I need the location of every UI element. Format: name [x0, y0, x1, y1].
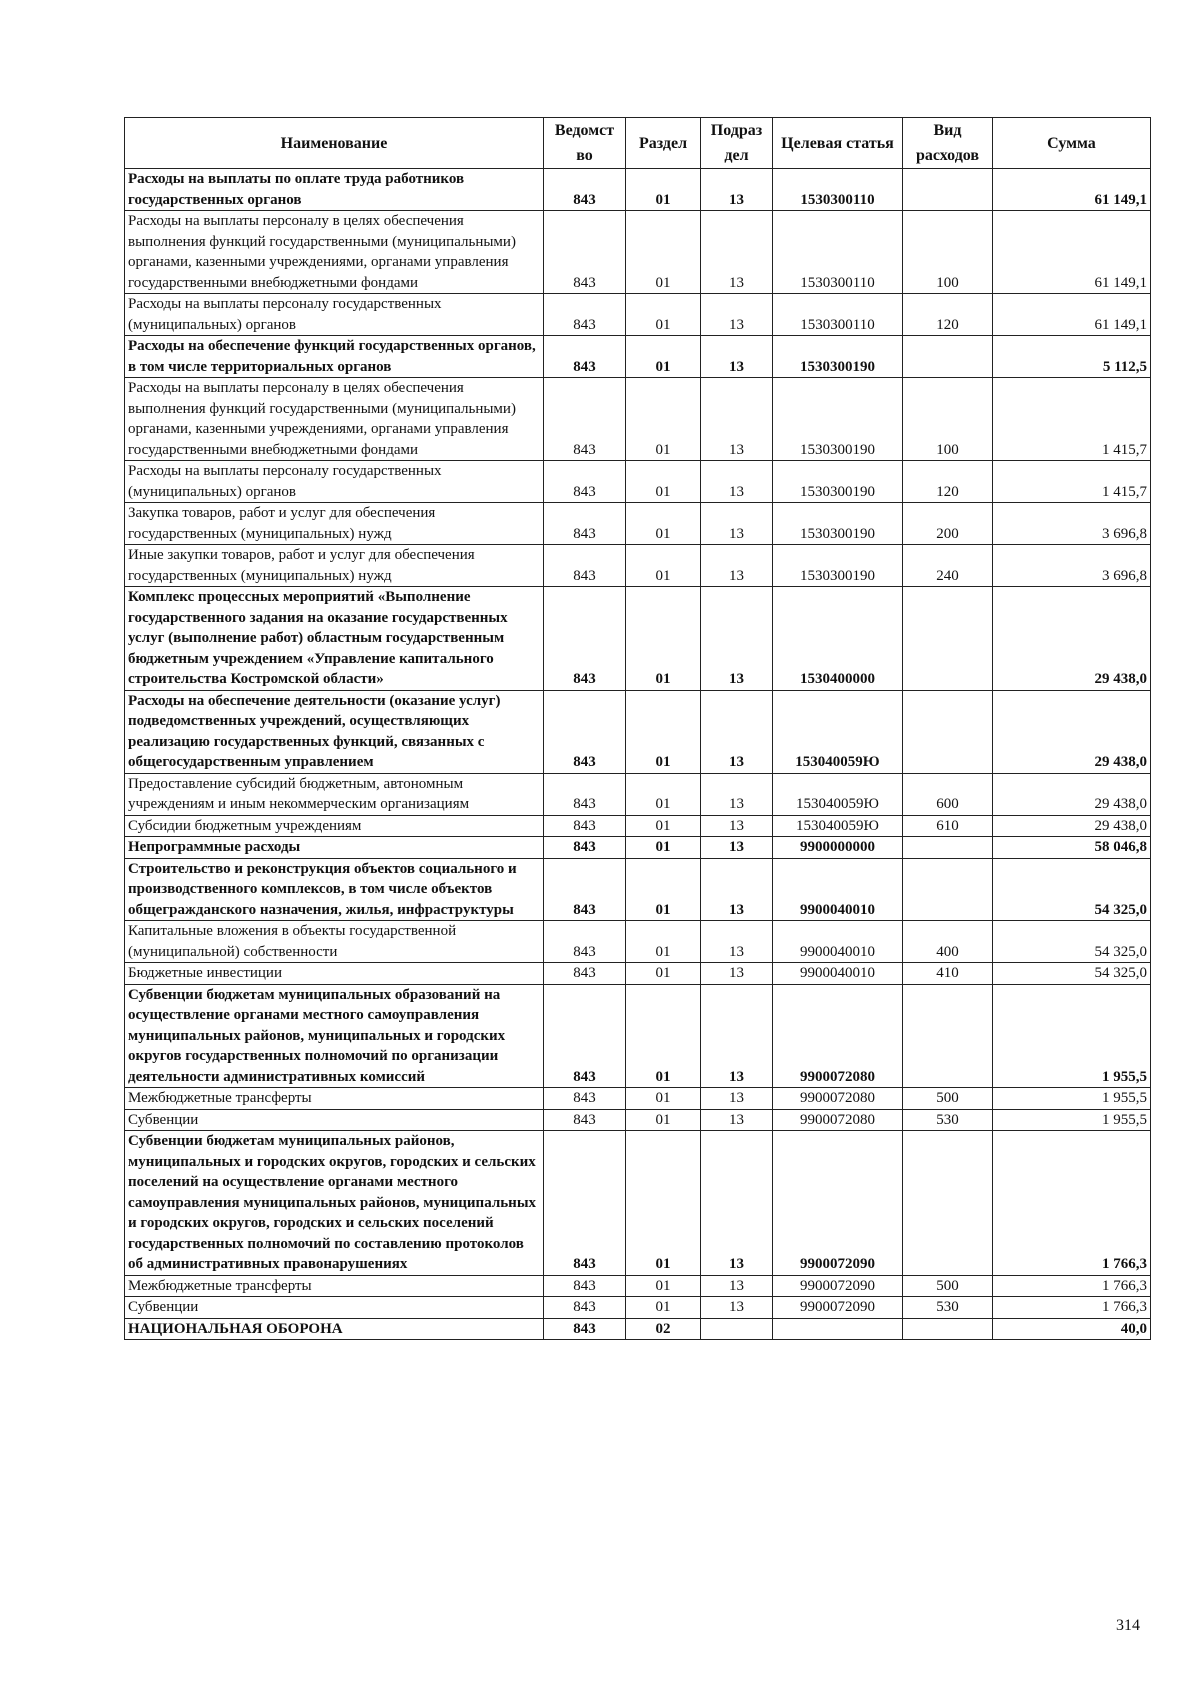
cell-expense-kind: 600: [903, 773, 993, 815]
cell-section: 01: [626, 1131, 701, 1276]
cell-subsection: 13: [701, 963, 773, 985]
cell-name: Расходы на выплаты персоналу государственных (муниципальных) органов: [125, 294, 544, 336]
cell-name: Иные закупки товаров, работ и услуг для обеспечения государственных (муниципальных) нужд: [125, 545, 544, 587]
cell-sum: 40,0: [993, 1318, 1151, 1340]
table-row: [125, 773, 1151, 815]
table-row: [125, 503, 1151, 545]
cell-subsection: 13: [701, 378, 773, 461]
cell-sum: 58 046,8: [993, 837, 1151, 859]
cell-department: 843: [544, 1318, 626, 1340]
cell-sum: 3 696,8: [993, 503, 1151, 545]
cell-section: 01: [626, 336, 701, 378]
table-row: [125, 294, 1151, 336]
cell-name: Расходы на выплаты персоналу в целях обеспечения выполнения функций государственными (муниципальными) органами, казенными учреждениями, органами управления государственными внебюджетными фондами: [125, 211, 544, 294]
cell-subsection: 13: [701, 984, 773, 1088]
cell-expense-kind: 610: [903, 815, 993, 837]
cell-target-article: 9900040010: [773, 858, 903, 921]
cell-target-article: 1530300110: [773, 169, 903, 211]
cell-expense-kind: 100: [903, 378, 993, 461]
cell-expense-kind: 400: [903, 921, 993, 963]
table-row: [125, 1088, 1151, 1110]
cell-subsection: 13: [701, 211, 773, 294]
cell-subsection: 13: [701, 503, 773, 545]
cell-department: 843: [544, 294, 626, 336]
cell-name: Комплекс процессных мероприятий «Выполнение государственного задания на оказание государственных услуг (выполнение работ) областным государственным бюджетным учреждением «Управление капитального строительства Костромской области»: [125, 587, 544, 691]
table-row: [125, 1297, 1151, 1319]
cell-expense-kind: 240: [903, 545, 993, 587]
table-row: [125, 963, 1151, 985]
header-sum: Сумма: [993, 118, 1151, 169]
table-row: [125, 984, 1151, 1088]
cell-section: 01: [626, 858, 701, 921]
cell-sum: 54 325,0: [993, 858, 1151, 921]
cell-expense-kind: 500: [903, 1088, 993, 1110]
table-row: [125, 1109, 1151, 1131]
cell-sum: 61 149,1: [993, 169, 1151, 211]
cell-subsection: 13: [701, 690, 773, 773]
cell-section: 01: [626, 1088, 701, 1110]
cell-name: Субсидии бюджетным учреждениям: [125, 815, 544, 837]
cell-subsection: 13: [701, 587, 773, 691]
cell-target-article: 1530300190: [773, 545, 903, 587]
cell-expense-kind: [903, 1318, 993, 1340]
cell-target-article: 1530400000: [773, 587, 903, 691]
cell-section: 01: [626, 378, 701, 461]
cell-department: 843: [544, 169, 626, 211]
cell-target-article: 9900072080: [773, 1109, 903, 1131]
cell-subsection: [701, 1318, 773, 1340]
cell-sum: 1 415,7: [993, 378, 1151, 461]
cell-target-article: 9900000000: [773, 837, 903, 859]
header-expense-kind: Вид расходов: [903, 118, 993, 169]
cell-sum: 61 149,1: [993, 294, 1151, 336]
cell-expense-kind: 120: [903, 461, 993, 503]
cell-section: 01: [626, 211, 701, 294]
header-target-article: Целевая статья: [773, 118, 903, 169]
budget-table: [124, 117, 1151, 1340]
cell-department: 843: [544, 1297, 626, 1319]
cell-subsection: 13: [701, 1297, 773, 1319]
cell-target-article: 9900072090: [773, 1131, 903, 1276]
cell-name: Субвенции бюджетам муниципальных районов, муниципальных и городских округов, городских и сельских поселений на осуществление органами местного самоуправления муниципальных районов, муниципальных и городских округов, городских и сельских поселений государственных полномочий по составлению протоколов об административных правонарушениях: [125, 1131, 544, 1276]
cell-section: 01: [626, 294, 701, 336]
cell-expense-kind: [903, 587, 993, 691]
cell-section: 01: [626, 984, 701, 1088]
cell-subsection: 13: [701, 1131, 773, 1276]
cell-sum: 1 955,5: [993, 1109, 1151, 1131]
cell-department: 843: [544, 503, 626, 545]
cell-sum: 1 766,3: [993, 1275, 1151, 1297]
cell-subsection: 13: [701, 921, 773, 963]
cell-department: 843: [544, 1131, 626, 1276]
cell-target-article: 9900040010: [773, 963, 903, 985]
cell-department: 843: [544, 1109, 626, 1131]
cell-name: Субвенции бюджетам муниципальных образований на осуществление органами местного самоуправления муниципальных районов, муниципальных и городских округов государственных полномочий по организации деятельности административных комиссий: [125, 984, 544, 1088]
cell-name: Расходы на выплаты персоналу в целях обеспечения выполнения функций государственными (муниципальными) органами, казенными учреждениями, органами управления государственными внебюджетными фондами: [125, 378, 544, 461]
cell-section: 01: [626, 690, 701, 773]
cell-section: 01: [626, 815, 701, 837]
cell-section: 01: [626, 1109, 701, 1131]
cell-sum: 29 438,0: [993, 773, 1151, 815]
cell-subsection: 13: [701, 169, 773, 211]
cell-section: 01: [626, 921, 701, 963]
cell-section: 01: [626, 169, 701, 211]
cell-sum: 61 149,1: [993, 211, 1151, 294]
cell-expense-kind: [903, 169, 993, 211]
cell-subsection: 13: [701, 1088, 773, 1110]
cell-name: Субвенции: [125, 1297, 544, 1319]
cell-section: 01: [626, 587, 701, 691]
cell-section: 01: [626, 1297, 701, 1319]
table-row: [125, 1131, 1151, 1276]
cell-section: 01: [626, 773, 701, 815]
cell-section: 01: [626, 837, 701, 859]
cell-department: 843: [544, 773, 626, 815]
cell-sum: 1 955,5: [993, 984, 1151, 1088]
table-row: [125, 858, 1151, 921]
header-section: Раздел: [626, 118, 701, 169]
header-department: Ведомст во: [544, 118, 626, 169]
cell-department: 843: [544, 545, 626, 587]
cell-subsection: 13: [701, 1275, 773, 1297]
cell-name: Межбюджетные трансферты: [125, 1275, 544, 1297]
cell-expense-kind: [903, 858, 993, 921]
table-row: [125, 461, 1151, 503]
cell-department: 843: [544, 921, 626, 963]
table-row: [125, 1275, 1151, 1297]
cell-section: 01: [626, 1275, 701, 1297]
cell-department: 843: [544, 1088, 626, 1110]
cell-target-article: 9900040010: [773, 921, 903, 963]
cell-subsection: 13: [701, 294, 773, 336]
cell-department: 843: [544, 963, 626, 985]
cell-section: 01: [626, 461, 701, 503]
cell-name: НАЦИОНАЛЬНАЯ ОБОРОНА: [125, 1318, 544, 1340]
cell-subsection: 13: [701, 858, 773, 921]
table-row: [125, 587, 1151, 691]
table-body: [125, 169, 1151, 1340]
cell-section: 01: [626, 545, 701, 587]
cell-name: Непрограммные расходы: [125, 837, 544, 859]
cell-sum: 1 415,7: [993, 461, 1151, 503]
cell-name: Строительство и реконструкция объектов социального и производственного комплексов, в том числе объектов общегражданского назначения, жилья, инфраструктуры: [125, 858, 544, 921]
cell-target-article: 9900072090: [773, 1275, 903, 1297]
table-row: [125, 336, 1151, 378]
cell-expense-kind: 410: [903, 963, 993, 985]
cell-target-article: 153040059Ю: [773, 815, 903, 837]
cell-target-article: 1530300110: [773, 211, 903, 294]
cell-name: Капитальные вложения в объекты государственной (муниципальной) собственности: [125, 921, 544, 963]
cell-subsection: 13: [701, 837, 773, 859]
cell-expense-kind: 500: [903, 1275, 993, 1297]
cell-subsection: 13: [701, 773, 773, 815]
cell-name: Предоставление субсидий бюджетным, автономным учреждениям и иным некоммерческим организациям: [125, 773, 544, 815]
cell-department: 843: [544, 858, 626, 921]
cell-name: Расходы на обеспечение функций государственных органов, в том числе территориальных органов: [125, 336, 544, 378]
cell-section: 01: [626, 963, 701, 985]
cell-name: Закупка товаров, работ и услуг для обеспечения государственных (муниципальных) нужд: [125, 503, 544, 545]
cell-department: 843: [544, 461, 626, 503]
cell-sum: 54 325,0: [993, 921, 1151, 963]
table-row: [125, 211, 1151, 294]
cell-name: Субвенции: [125, 1109, 544, 1131]
cell-sum: 54 325,0: [993, 963, 1151, 985]
cell-target-article: 9900072080: [773, 1088, 903, 1110]
cell-section: 01: [626, 503, 701, 545]
table-row: [125, 837, 1151, 859]
page-number: 314: [1116, 1617, 1140, 1634]
cell-expense-kind: [903, 1131, 993, 1276]
cell-department: 843: [544, 378, 626, 461]
cell-subsection: 13: [701, 545, 773, 587]
cell-expense-kind: 530: [903, 1109, 993, 1131]
table-row: [125, 1318, 1151, 1340]
cell-expense-kind: [903, 336, 993, 378]
cell-sum: 1 766,3: [993, 1131, 1151, 1276]
cell-target-article: 153040059Ю: [773, 773, 903, 815]
cell-name: Расходы на выплаты персоналу государственных (муниципальных) органов: [125, 461, 544, 503]
cell-expense-kind: 100: [903, 211, 993, 294]
cell-expense-kind: 200: [903, 503, 993, 545]
cell-target-article: 153040059Ю: [773, 690, 903, 773]
table-row: [125, 169, 1151, 211]
cell-subsection: 13: [701, 461, 773, 503]
header-name: Наименование: [125, 118, 544, 169]
cell-section: 02: [626, 1318, 701, 1340]
cell-department: 843: [544, 336, 626, 378]
cell-target-article: 1530300110: [773, 294, 903, 336]
cell-expense-kind: [903, 837, 993, 859]
cell-target-article: 9900072080: [773, 984, 903, 1088]
cell-sum: 1 955,5: [993, 1088, 1151, 1110]
table-row: [125, 921, 1151, 963]
table-row: [125, 378, 1151, 461]
cell-department: 843: [544, 211, 626, 294]
cell-expense-kind: [903, 984, 993, 1088]
cell-department: 843: [544, 984, 626, 1088]
cell-target-article: [773, 1318, 903, 1340]
cell-expense-kind: [903, 690, 993, 773]
cell-sum: 5 112,5: [993, 336, 1151, 378]
cell-target-article: 1530300190: [773, 503, 903, 545]
cell-subsection: 13: [701, 815, 773, 837]
table-row: [125, 545, 1151, 587]
cell-department: 843: [544, 587, 626, 691]
cell-sum: 29 438,0: [993, 587, 1151, 691]
header-subsection: Подраз дел: [701, 118, 773, 169]
cell-name: Бюджетные инвестиции: [125, 963, 544, 985]
cell-target-article: 1530300190: [773, 378, 903, 461]
cell-sum: 3 696,8: [993, 545, 1151, 587]
cell-department: 843: [544, 815, 626, 837]
cell-expense-kind: 120: [903, 294, 993, 336]
cell-subsection: 13: [701, 1109, 773, 1131]
table-row: [125, 815, 1151, 837]
cell-name: Расходы на обеспечение деятельности (оказание услуг) подведомственных учреждений, осуществляющих реализацию государственных функций, связанных с общегосударственным управлением: [125, 690, 544, 773]
cell-department: 843: [544, 690, 626, 773]
cell-target-article: 9900072090: [773, 1297, 903, 1319]
cell-target-article: 1530300190: [773, 336, 903, 378]
table-header-row: [125, 118, 1151, 169]
cell-sum: 29 438,0: [993, 815, 1151, 837]
cell-department: 843: [544, 1275, 626, 1297]
cell-subsection: 13: [701, 336, 773, 378]
cell-target-article: 1530300190: [773, 461, 903, 503]
table-row: [125, 690, 1151, 773]
cell-sum: 1 766,3: [993, 1297, 1151, 1319]
cell-name: Межбюджетные трансферты: [125, 1088, 544, 1110]
cell-department: 843: [544, 837, 626, 859]
cell-sum: 29 438,0: [993, 690, 1151, 773]
cell-expense-kind: 530: [903, 1297, 993, 1319]
cell-name: Расходы на выплаты по оплате труда работников государственных органов: [125, 169, 544, 211]
